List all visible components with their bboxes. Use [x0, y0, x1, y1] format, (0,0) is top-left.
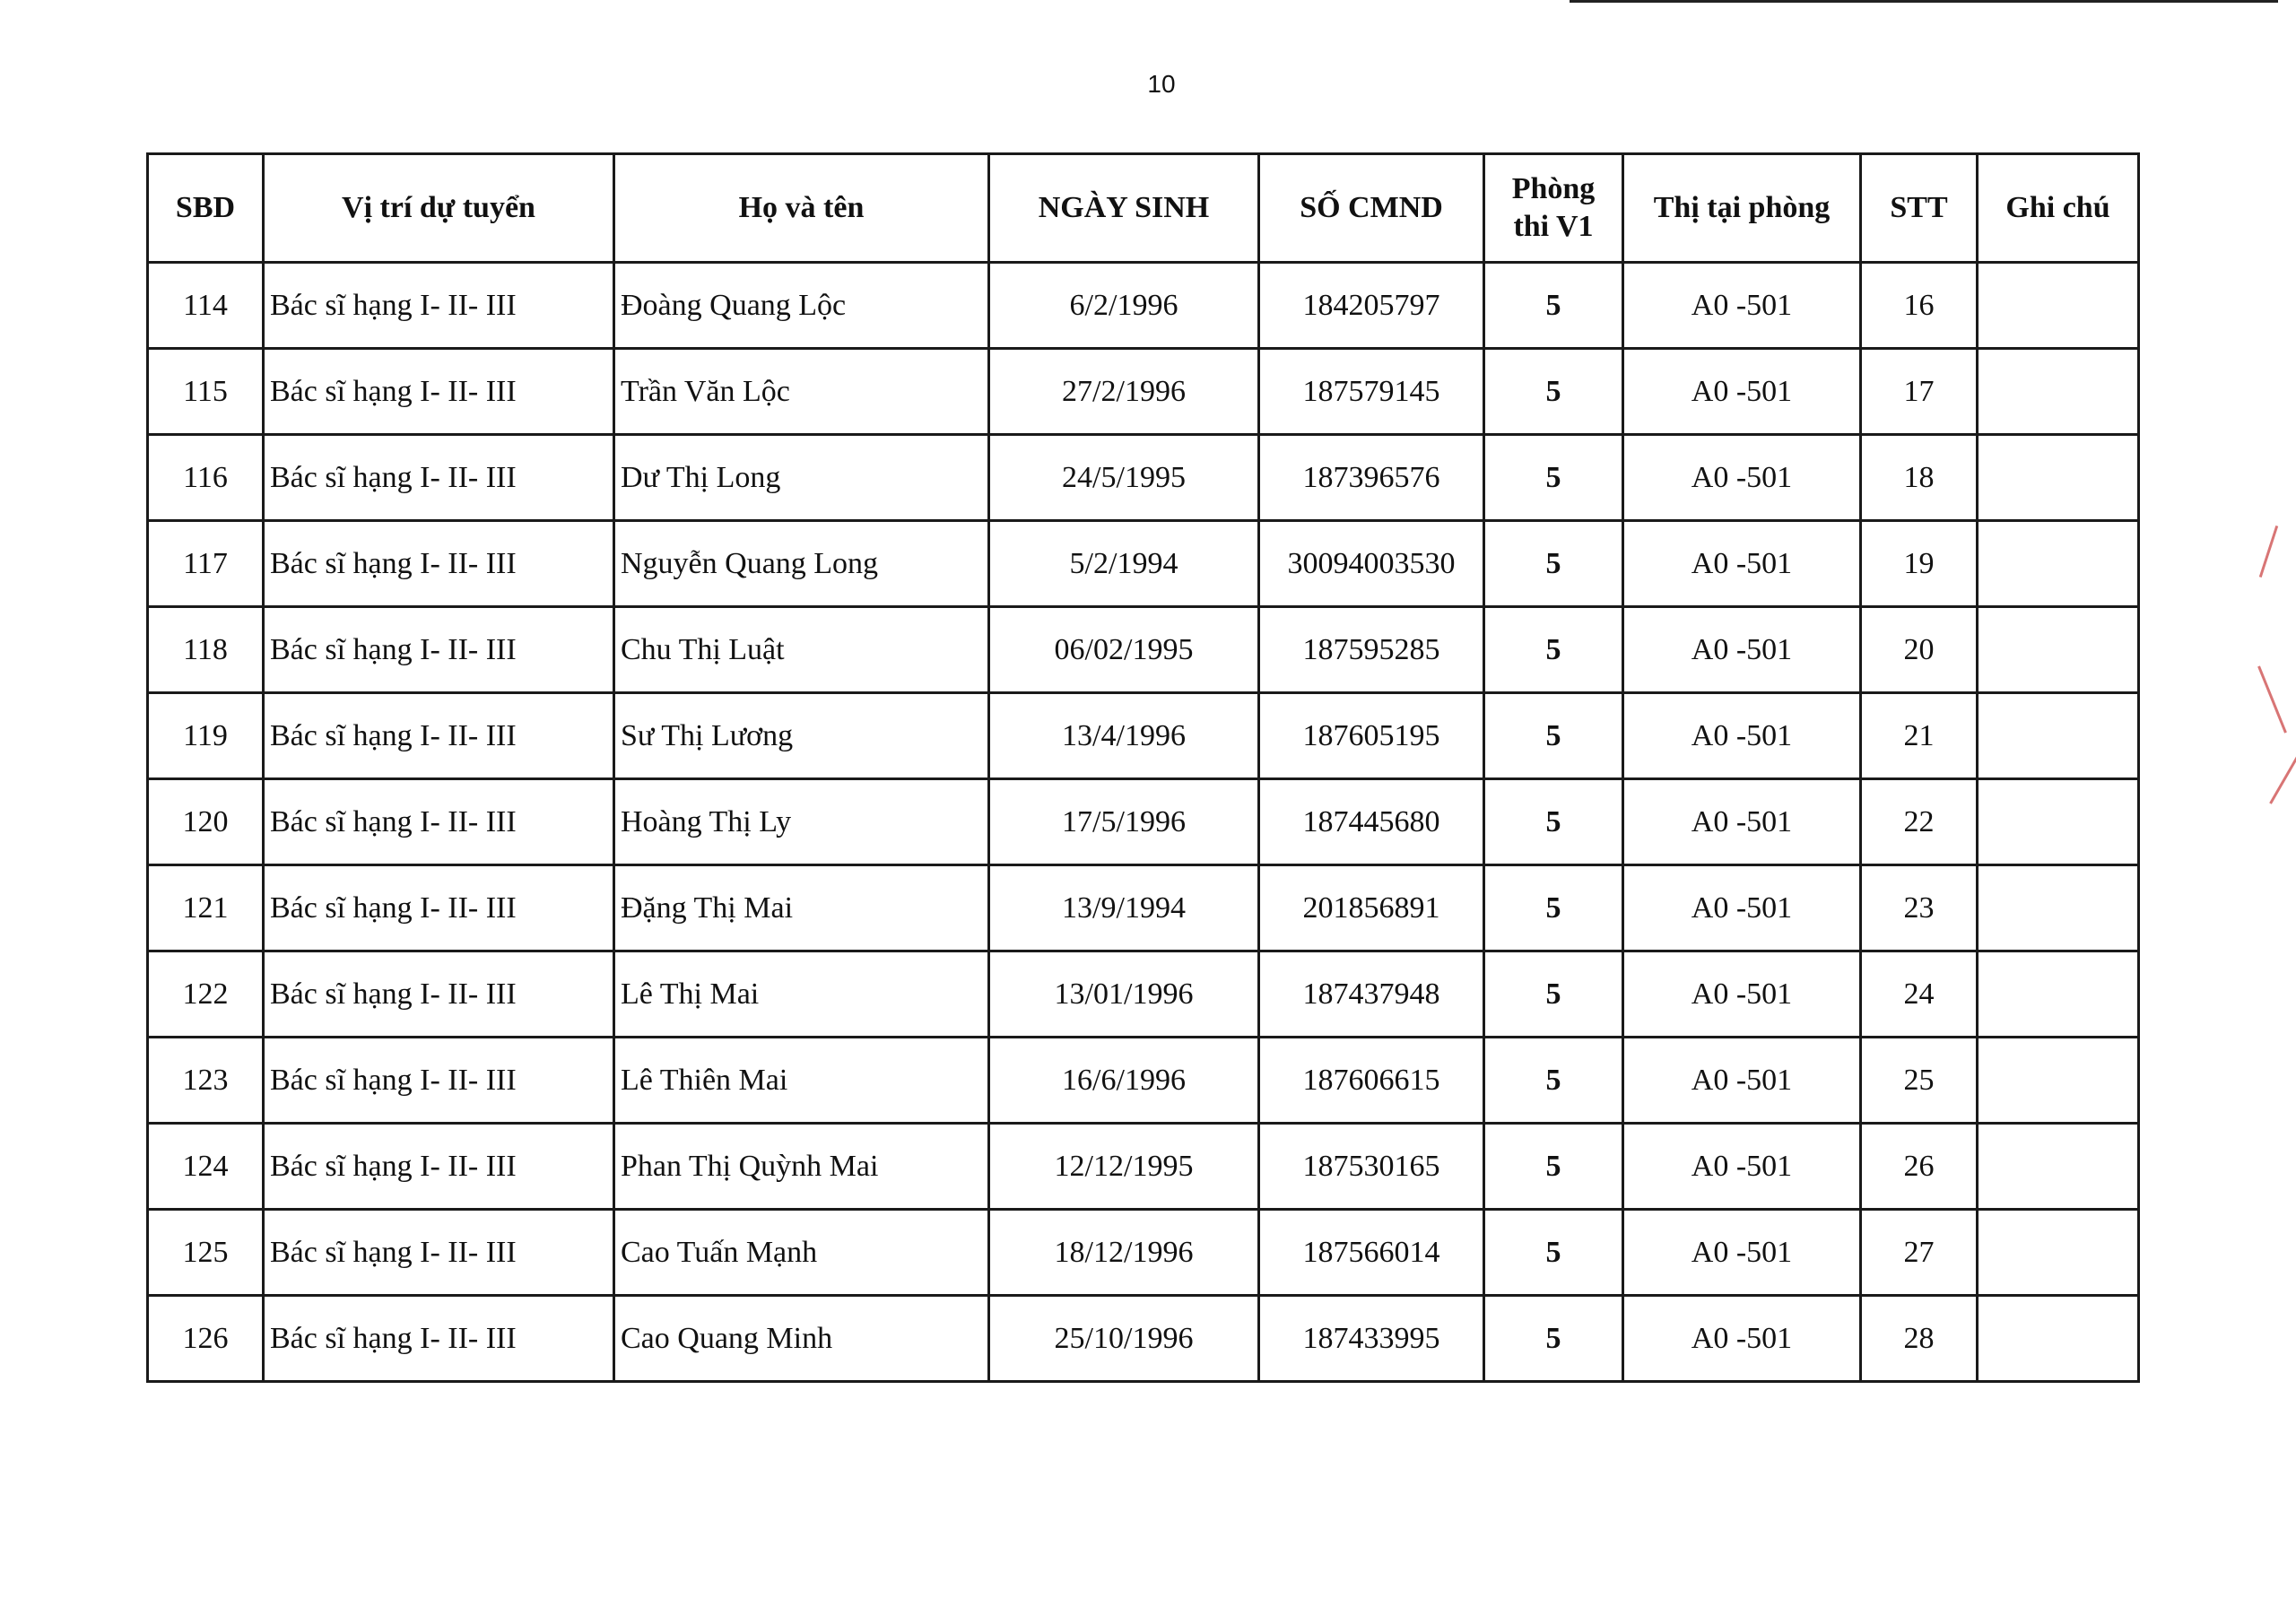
- cell-note: [1978, 951, 2139, 1038]
- cell-stt: 26: [1861, 1124, 1978, 1210]
- cell-id: 187595285: [1259, 607, 1484, 693]
- cell-name: Sư Thị Lương: [614, 693, 989, 779]
- cell-id: 187605195: [1259, 693, 1484, 779]
- cell-sbd: 116: [148, 435, 264, 521]
- cell-position: Bác sĩ hạng I- II- III: [264, 693, 614, 779]
- cell-stt: 28: [1861, 1296, 1978, 1382]
- cell-id: 187530165: [1259, 1124, 1484, 1210]
- cell-name: Lê Thiên Mai: [614, 1038, 989, 1124]
- cell-sbd: 120: [148, 779, 264, 865]
- edge-stamp-mark: [2259, 526, 2278, 578]
- cell-room-v1: 5: [1484, 1296, 1623, 1382]
- cell-id: 201856891: [1259, 865, 1484, 951]
- cell-position: Bác sĩ hạng I- II- III: [264, 349, 614, 435]
- cell-sbd: 119: [148, 693, 264, 779]
- header-stt: STT: [1861, 154, 1978, 263]
- cell-room: A0 -501: [1623, 951, 1861, 1038]
- cell-id: 187606615: [1259, 1038, 1484, 1124]
- cell-name: Dư Thị Long: [614, 435, 989, 521]
- header-note: Ghi chú: [1978, 154, 2139, 263]
- cell-note: [1978, 349, 2139, 435]
- cell-id: 187437948: [1259, 951, 1484, 1038]
- cell-name: Cao Tuấn Mạnh: [614, 1210, 989, 1296]
- cell-sbd: 125: [148, 1210, 264, 1296]
- cell-note: [1978, 1296, 2139, 1382]
- table-row: [148, 1038, 2139, 1124]
- cell-dob: 25/10/1996: [989, 1296, 1259, 1382]
- cell-dob: 17/5/1996: [989, 779, 1259, 865]
- cell-room: A0 -501: [1623, 435, 1861, 521]
- cell-id: 187396576: [1259, 435, 1484, 521]
- cell-position: Bác sĩ hạng I- II- III: [264, 607, 614, 693]
- cell-room-v1: 5: [1484, 1038, 1623, 1124]
- table-row: [148, 263, 2139, 349]
- cell-position: Bác sĩ hạng I- II- III: [264, 521, 614, 607]
- cell-room-v1: 5: [1484, 349, 1623, 435]
- cell-room: A0 -501: [1623, 693, 1861, 779]
- cell-stt: 20: [1861, 607, 1978, 693]
- cell-note: [1978, 693, 2139, 779]
- edge-stamp-mark: [2257, 665, 2287, 733]
- table-row: [148, 1124, 2139, 1210]
- cell-sbd: 124: [148, 1124, 264, 1210]
- cell-position: Bác sĩ hạng I- II- III: [264, 865, 614, 951]
- cell-name: Lê Thị Mai: [614, 951, 989, 1038]
- cell-room: A0 -501: [1623, 1124, 1861, 1210]
- cell-id: 187433995: [1259, 1296, 1484, 1382]
- cell-note: [1978, 1210, 2139, 1296]
- cell-dob: 13/9/1994: [989, 865, 1259, 951]
- cell-sbd: 126: [148, 1296, 264, 1382]
- cell-name: Chu Thị Luật: [614, 607, 989, 693]
- cell-stt: 25: [1861, 1038, 1978, 1124]
- cell-name: Phan Thị Quỳnh Mai: [614, 1124, 989, 1210]
- cell-position: Bác sĩ hạng I- II- III: [264, 1038, 614, 1124]
- cell-name: Cao Quang Minh: [614, 1296, 989, 1382]
- cell-note: [1978, 1124, 2139, 1210]
- cell-sbd: 122: [148, 951, 264, 1038]
- cell-note: [1978, 607, 2139, 693]
- cell-id: 187445680: [1259, 779, 1484, 865]
- cell-dob: 06/02/1995: [989, 607, 1259, 693]
- table-row: [148, 521, 2139, 607]
- header-id: SỐ CMND: [1259, 154, 1484, 263]
- cell-note: [1978, 865, 2139, 951]
- cell-room-v1: 5: [1484, 1210, 1623, 1296]
- cell-note: [1978, 435, 2139, 521]
- table-row: [148, 349, 2139, 435]
- cell-room: A0 -501: [1623, 349, 1861, 435]
- cell-note: [1978, 521, 2139, 607]
- cell-room: A0 -501: [1623, 865, 1861, 951]
- header-room-v1-line2: thi V1: [1513, 210, 1594, 243]
- cell-id: 187566014: [1259, 1210, 1484, 1296]
- cell-sbd: 115: [148, 349, 264, 435]
- header-room-v1-line1: Phòng: [1511, 172, 1596, 205]
- table-row: [148, 779, 2139, 865]
- table-header-row: [148, 154, 2139, 263]
- cell-room-v1: 5: [1484, 263, 1623, 349]
- header-room: Thị tại phòng: [1623, 154, 1861, 263]
- table-row: [148, 607, 2139, 693]
- cell-room: A0 -501: [1623, 263, 1861, 349]
- page-number: 10: [1147, 70, 1176, 98]
- cell-id: 30094003530: [1259, 521, 1484, 607]
- cell-stt: 17: [1861, 349, 1978, 435]
- cell-room: A0 -501: [1623, 1210, 1861, 1296]
- cell-room-v1: 5: [1484, 435, 1623, 521]
- cell-room-v1: 5: [1484, 693, 1623, 779]
- table-row: [148, 1210, 2139, 1296]
- cell-dob: 12/12/1995: [989, 1124, 1259, 1210]
- cell-room: A0 -501: [1623, 1296, 1861, 1382]
- cell-position: Bác sĩ hạng I- II- III: [264, 1124, 614, 1210]
- cell-dob: 13/01/1996: [989, 951, 1259, 1038]
- cell-id: 184205797: [1259, 263, 1484, 349]
- cell-dob: 24/5/1995: [989, 435, 1259, 521]
- cell-dob: 27/2/1996: [989, 349, 1259, 435]
- header-dob: NGÀY SINH: [989, 154, 1259, 263]
- cell-sbd: 121: [148, 865, 264, 951]
- top-border-line: [1570, 0, 2278, 3]
- cell-room-v1: 5: [1484, 865, 1623, 951]
- table-body: [148, 263, 2139, 1382]
- cell-dob: 6/2/1996: [989, 263, 1259, 349]
- cell-room-v1: 5: [1484, 521, 1623, 607]
- cell-note: [1978, 263, 2139, 349]
- cell-stt: 22: [1861, 779, 1978, 865]
- cell-stt: 23: [1861, 865, 1978, 951]
- candidate-table: [146, 152, 2140, 1383]
- cell-sbd: 118: [148, 607, 264, 693]
- cell-stt: 18: [1861, 435, 1978, 521]
- cell-room-v1: 5: [1484, 779, 1623, 865]
- cell-sbd: 114: [148, 263, 264, 349]
- cell-position: Bác sĩ hạng I- II- III: [264, 1296, 614, 1382]
- cell-dob: 16/6/1996: [989, 1038, 1259, 1124]
- cell-stt: 19: [1861, 521, 1978, 607]
- cell-room: A0 -501: [1623, 521, 1861, 607]
- cell-room-v1: 5: [1484, 1124, 1623, 1210]
- edge-stamp-mark: [2269, 756, 2296, 804]
- cell-room: A0 -501: [1623, 779, 1861, 865]
- cell-name: Đặng Thị Mai: [614, 865, 989, 951]
- header-sbd: SBD: [148, 154, 264, 263]
- table-row: [148, 1296, 2139, 1382]
- cell-stt: 21: [1861, 693, 1978, 779]
- cell-room-v1: 5: [1484, 951, 1623, 1038]
- header-name: Họ và tên: [614, 154, 989, 263]
- cell-dob: 13/4/1996: [989, 693, 1259, 779]
- cell-sbd: 117: [148, 521, 264, 607]
- cell-id: 187579145: [1259, 349, 1484, 435]
- cell-note: [1978, 779, 2139, 865]
- table-row: [148, 951, 2139, 1038]
- cell-position: Bác sĩ hạng I- II- III: [264, 1210, 614, 1296]
- cell-name: Hoàng Thị Ly: [614, 779, 989, 865]
- cell-room: A0 -501: [1623, 1038, 1861, 1124]
- cell-position: Bác sĩ hạng I- II- III: [264, 951, 614, 1038]
- cell-name: Nguyễn Quang Long: [614, 521, 989, 607]
- cell-dob: 5/2/1994: [989, 521, 1259, 607]
- cell-stt: 27: [1861, 1210, 1978, 1296]
- header-room-v1: [1484, 154, 1623, 263]
- cell-name: Đoàng Quang Lộc: [614, 263, 989, 349]
- cell-dob: 18/12/1996: [989, 1210, 1259, 1296]
- cell-sbd: 123: [148, 1038, 264, 1124]
- cell-stt: 16: [1861, 263, 1978, 349]
- table-row: [148, 693, 2139, 779]
- cell-position: Bác sĩ hạng I- II- III: [264, 263, 614, 349]
- cell-room-v1: 5: [1484, 607, 1623, 693]
- cell-name: Trần Văn Lộc: [614, 349, 989, 435]
- table-row: [148, 435, 2139, 521]
- cell-position: Bác sĩ hạng I- II- III: [264, 779, 614, 865]
- header-position: Vị trí dự tuyển: [264, 154, 614, 263]
- cell-note: [1978, 1038, 2139, 1124]
- cell-room: A0 -501: [1623, 607, 1861, 693]
- cell-stt: 24: [1861, 951, 1978, 1038]
- table-row: [148, 865, 2139, 951]
- cell-position: Bác sĩ hạng I- II- III: [264, 435, 614, 521]
